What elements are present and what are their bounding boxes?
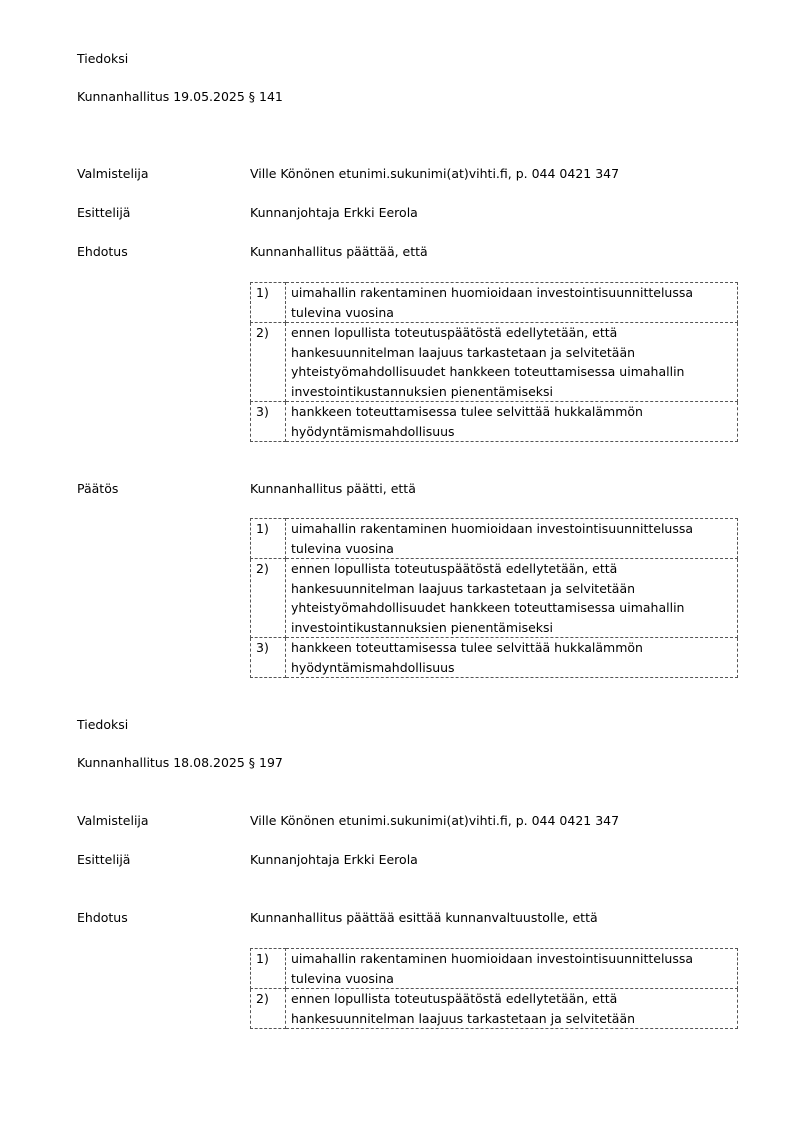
item-text: [286, 519, 738, 559]
ehdotus-value-2: Kunnanhallitus päättää esittää kunnanvaltuustolle, että: [250, 910, 598, 925]
item-line: tulevina vuosina: [291, 540, 394, 556]
valmistelija-value-2: Ville Könönen etunimi.sukunimi(at)vihti.fi, p. 044 0421 347: [250, 813, 620, 828]
item-line: hankesuunnitelman laajuus tarkastetaan ja selvitetään: [291, 344, 636, 360]
item-line: investointikustannuksien pienentämiseksi: [291, 383, 554, 399]
table-row: [251, 949, 738, 989]
ehdotus-value-1: Kunnanhallitus päättää, että: [250, 244, 428, 259]
paatos-value-1: Kunnanhallitus päätti, että: [250, 481, 416, 496]
tiedoksi-heading-1: Tiedoksi: [77, 51, 129, 66]
item-line: hankesuunnitelman laajuus tarkastetaan ja selvitetään: [291, 580, 636, 596]
item-line: tulevina vuosina: [291, 970, 394, 986]
item-line: ennen lopullista toteutuspäätöstä edellytetään, että: [291, 991, 618, 1006]
item-line: tulevina vuosina: [291, 304, 394, 320]
table-row: [251, 559, 738, 638]
item-line: hankesuunnitelman laajuus tarkastetaan ja selvitetään: [291, 1010, 636, 1026]
item-text: [286, 559, 738, 638]
item-line: ennen lopullista toteutuspäätöstä edellytetään, että: [291, 561, 618, 576]
table-row: [251, 283, 738, 323]
ehdotus-items-table-2: [250, 948, 738, 1029]
item-number: 2): [251, 559, 286, 638]
valmistelija-value-1: Ville Könönen etunimi.sukunimi(at)vihti.fi, p. 044 0421 347: [250, 166, 620, 181]
ehdotus-label-1: Ehdotus: [77, 244, 128, 259]
item-line: yhteistyömahdollisuudet hankkeen toteuttamisessa uimahallin: [291, 364, 685, 379]
item-line: hankkeen toteuttamisessa tulee selvittää hukkalämmön: [291, 404, 643, 419]
paatos-items-table-1: [250, 518, 738, 678]
item-number: 1): [251, 283, 286, 323]
table-row: [251, 989, 738, 1029]
item-line: hankkeen toteuttamisessa tulee selvittää hukkalämmön: [291, 640, 643, 655]
esittelija-value-1: Kunnanjohtaja Erkki Eerola: [250, 205, 418, 220]
esittelija-label-1: Esittelijä: [77, 205, 131, 220]
item-number: 1): [251, 519, 286, 559]
ehdotus-label-2: Ehdotus: [77, 910, 128, 925]
item-text: [286, 402, 738, 442]
item-text: [286, 989, 738, 1029]
tiedoksi-heading-2: Tiedoksi: [77, 717, 129, 732]
item-number: 1): [251, 949, 286, 989]
ehdotus-items-table-1: [250, 282, 738, 442]
valmistelija-label-2: Valmistelija: [77, 813, 149, 828]
table-row: [251, 402, 738, 442]
item-line: uimahallin rakentaminen huomioidaan investointisuunnittelussa: [291, 951, 694, 966]
item-text: [286, 323, 738, 402]
item-line: uimahallin rakentaminen huomioidaan investointisuunnittelussa: [291, 285, 694, 300]
item-line: investointikustannuksien pienentämiseksi: [291, 619, 554, 635]
item-number: 3): [251, 402, 286, 442]
item-line: yhteistyömahdollisuudet hankkeen toteuttamisessa uimahallin: [291, 600, 685, 615]
esittelija-label-2: Esittelijä: [77, 852, 131, 867]
item-text: [286, 638, 738, 678]
table-row: [251, 638, 738, 678]
item-number: 2): [251, 989, 286, 1029]
meeting-reference-1: Kunnanhallitus 19.05.2025 § 141: [77, 89, 283, 104]
paatos-label-1: Päätös: [77, 481, 119, 496]
valmistelija-label-1: Valmistelija: [77, 166, 149, 181]
table-row: [251, 519, 738, 559]
item-line: uimahallin rakentaminen huomioidaan investointisuunnittelussa: [291, 521, 694, 536]
item-number: 3): [251, 638, 286, 678]
item-number: 2): [251, 323, 286, 402]
item-line: hyödyntämismahdollisuus: [291, 423, 455, 439]
item-line: hyödyntämismahdollisuus: [291, 659, 455, 675]
esittelija-value-2: Kunnanjohtaja Erkki Eerola: [250, 852, 418, 867]
item-line: ennen lopullista toteutuspäätöstä edellytetään, että: [291, 325, 618, 340]
item-text: [286, 283, 738, 323]
table-row: [251, 323, 738, 402]
item-text: [286, 949, 738, 989]
meeting-reference-2: Kunnanhallitus 18.08.2025 § 197: [77, 755, 283, 770]
